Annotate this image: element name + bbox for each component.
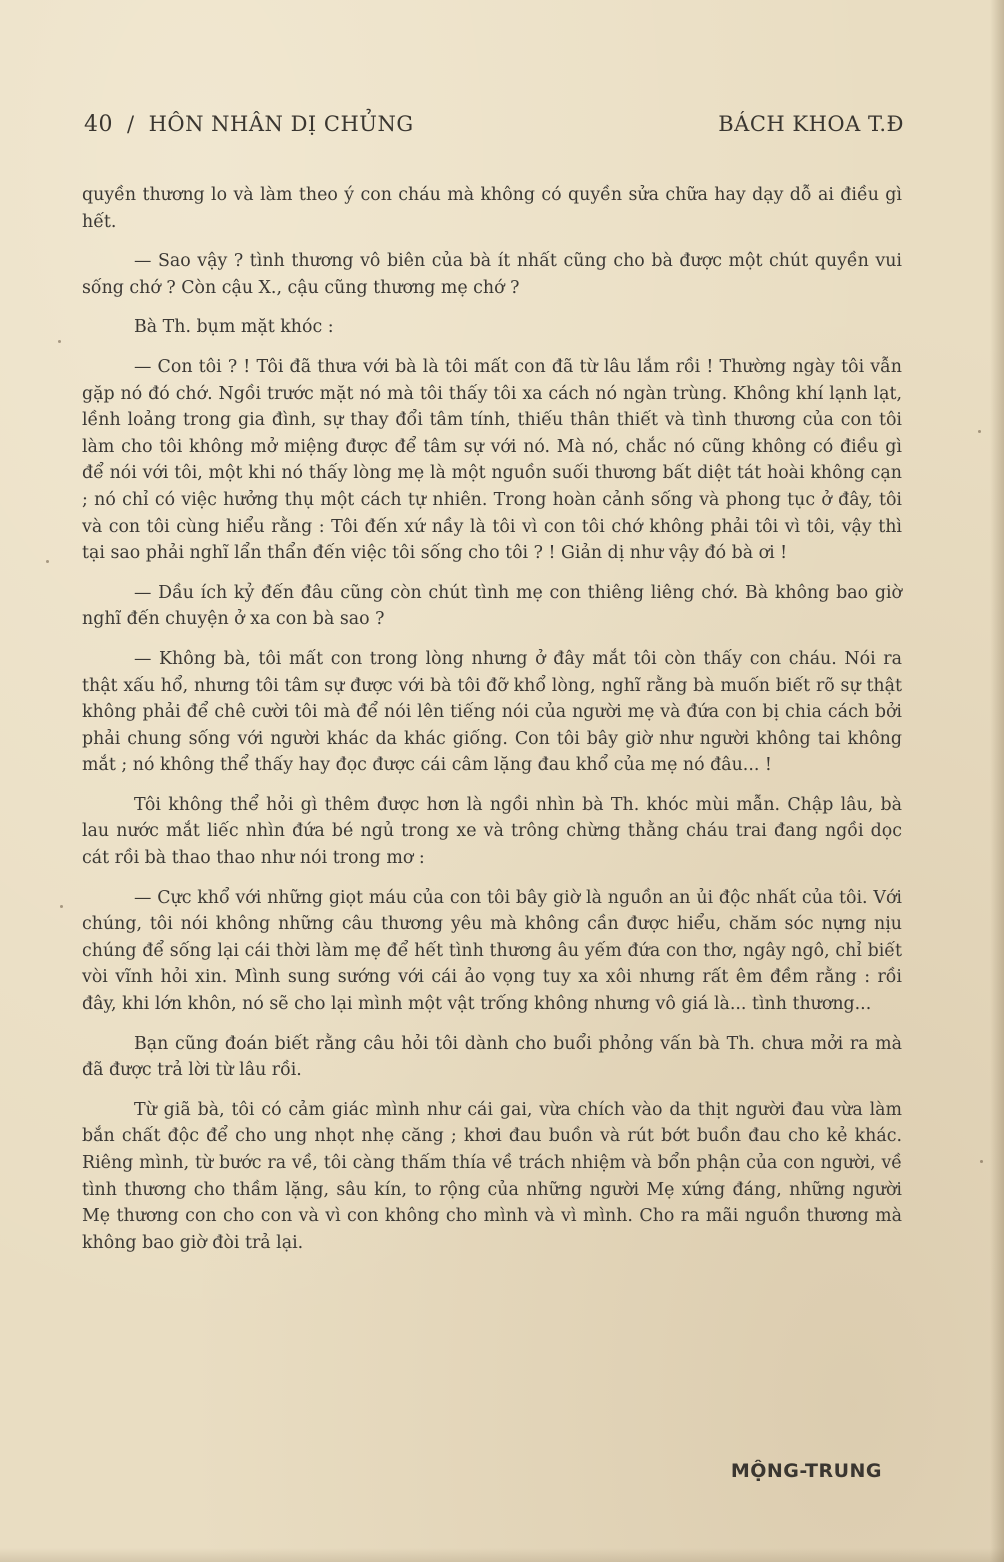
print-speck: [60, 905, 63, 908]
print-speck: [978, 430, 981, 433]
paragraph: Bạn cũng đoán biết rằng câu hỏi tôi dành cho buổi phỏng vấn bà Th. chưa mởi ra mà đã được trả lời từ lâu rồi.: [82, 1033, 902, 1081]
magazine-name: BÁCH KHOA T.Đ: [718, 112, 904, 136]
page-number: 40: [84, 112, 113, 137]
print-speck: [980, 1160, 983, 1163]
paragraph: — Con tôi ? ! Tôi đã thưa với bà là tôi mất con đã từ lâu lắm rồi ! Thường ngày tôi vẫn gặp nó đó chớ. Ngồi trước mặt nó mà tôi thấy tôi xa cách nó ngàn trùng. Không khí lạnh lạt, lềnh loảng trong gia đình, sự thay đổi tâm tính, thiếu thân thiết và tình thương của con tôi làm cho tôi không mở miệng được để tâm sự với nó. Mà nó, chắc nó cũng không có điều gì để nói với tôi, một khi nó thấy lòng mẹ là một nguồn suối thương bất diệt tát hoài không cạn ; nó chỉ có việc hưởng thụ một cách tự nhiên. Trong hoàn cảnh sống và phong tục ở đây, tôi và con tôi cùng hiểu rằng : Tôi đến xứ nầy là tôi vì con tôi chớ không phải tôi vì tôi, vậy thì tại sao phải nghĩ lẩn thẩn đến việc tôi sống cho tôi ? ! Giản dị như vậy đó bà ơi !: [82, 356, 902, 564]
header-left: [84, 112, 414, 137]
paragraph: Bà Th. bụm mặt khóc :: [134, 317, 334, 338]
running-header: [84, 112, 904, 144]
print-speck: [58, 340, 61, 343]
author-signature: MỘNG-TRUNG: [730, 1460, 882, 1482]
article-body: [82, 182, 902, 1269]
page-edge-shadow: [990, 0, 1004, 1562]
article-title: HÔN NHÂN DỊ CHỦNG: [148, 112, 414, 136]
paragraph: Tôi không thể hỏi gì thêm được hơn là ngồi nhìn bà Th. khóc mùi mẫn. Chập lâu, bà lau nước mắt liếc nhìn đứa bé ngủ trong xe và trông chừng thằng cháu trai đang ngồi dọc cát rồi bà thao thao như nói trong mơ :: [82, 794, 902, 869]
print-speck: [46, 560, 49, 563]
paragraph: — Cực khổ với những giọt máu của con tôi bây giờ là nguồn an ủi độc nhất của tôi. Với chúng, tôi nói không những câu thương yêu mà không cần được hiểu, chăm sóc nựng nịu chúng để sống lại cái thời làm mẹ để hết tình thương âu yếm đứa con thơ, ngây ngô, chỉ biết vòi vĩnh hỏi xin. Mình sung sướng với cái ảo vọng tuy xa xôi nhưng rất êm đềm rằng : rồi đây, khi lớn khôn, nó sẽ cho lại mình một vật trống không nhưng vô giá là... tình thương...: [82, 887, 902, 1015]
paragraph: Từ giã bà, tôi có cảm giác mình như cái gai, vừa chích vào da thịt người đau vừa làm bắn chất độc để cho ung nhọt nhẹ căng ; khơi đau buồn và rút bớt buồn đau cho kẻ khác. Riêng mình, từ bước ra về, tôi càng thấm thía về trách nhiệm và bổn phận của con người, về tình thương cho thầm lặng, sâu kín, to rộng của những người Mẹ xứng đáng, những người Mẹ thương con cho con và vì con không cho mình và vì mình. Cho ra mãi nguồn thương mà không bao giờ đòi trả lại.: [82, 1099, 902, 1253]
page-bottom-shadow: [0, 1548, 1004, 1562]
paragraph: — Dầu ích kỷ đến đâu cũng còn chút tình mẹ con thiêng liêng chớ. Bà không bao giờ nghĩ đến chuyện ở xa con bà sao ?: [82, 582, 902, 630]
header-separator: /: [127, 112, 135, 136]
paragraph: quyền thương lo và làm theo ý con cháu mà không có quyền sửa chữa hay dạy dỗ ai điều gì hết.: [82, 185, 902, 232]
paragraph: — Không bà, tôi mất con trong lòng nhưng ở đây mắt tôi còn thấy con cháu. Nói ra thật xấu hổ, nhưng tôi tâm sự được với bà tôi đỡ khổ lòng, nghĩ rằng bà muốn biết rõ sự thật không phải để chê cười tôi mà để nói lên tiếng nói của người mẹ và đứa con bị chia cách bởi phải chung sống với người khác da khác giống. Con tôi bây giờ như người không tai không mắt ; nó không thể thấy hay đọc được cái câm lặng đau khổ của mẹ nó đâu... !: [82, 648, 902, 776]
paragraph: — Sao vậy ? tình thương vô biên của bà ít nhất cũng cho bà được một chút quyền vui sống chớ ? Còn cậu X., cậu cũng thương mẹ chớ ?: [82, 251, 902, 298]
